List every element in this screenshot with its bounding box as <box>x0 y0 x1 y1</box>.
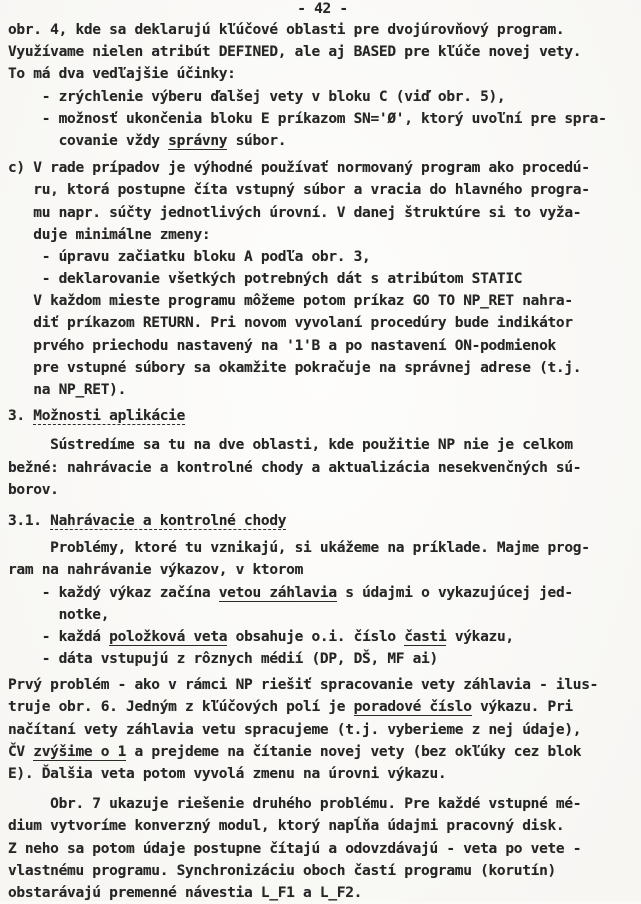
text-segment: 3. <box>8 408 34 425</box>
underlined-text-segment: zvýšime o 1 <box>33 743 127 760</box>
text-segment: c) V rade prípadov je výhodné používať normovaný program ako procedú- <box>8 160 590 177</box>
text-segment: dium vytvoríme konverzný modul, ktorý napĺňa údajmi pracovný disk. <box>8 818 565 835</box>
text-segment: - každý výkaz začína <box>8 584 219 601</box>
text-segment: ram na nahrávanie výkazov, v ktorom <box>8 562 304 579</box>
text-segment: výkazu. Pri <box>471 699 573 716</box>
text-segment: 3.1. <box>8 512 51 529</box>
text-line <box>8 815 637 837</box>
text-line <box>8 108 637 130</box>
text-segment: pre vstupné súbory sa okamžite pokračuje na správnej adrese (t.j. <box>8 359 582 376</box>
text-segment: na NP_RET). <box>8 382 127 398</box>
text-line <box>8 335 637 357</box>
text-line <box>8 157 637 179</box>
text-segment: ru, ktorá postupne číta vstupný súbor a vracia do hlavného progra- <box>8 182 590 199</box>
text-segment: - dáta vstupujú z rôznych médií (DP, DŠ, MF ai) <box>8 651 438 668</box>
text-body <box>8 19 637 904</box>
text-line <box>8 457 637 479</box>
text-segment: obsahuje o.i. číslo <box>227 628 405 645</box>
text-line <box>8 479 637 501</box>
text-segment: covanie vždy <box>8 132 169 149</box>
text-segment: - možnosť ukončenia bloku E príkazom SN='Ø', ktorý uvoľní pre spra- <box>8 110 607 127</box>
underlined-text-segment: položková veta <box>109 628 228 645</box>
text-line <box>8 838 637 860</box>
text-segment: borov. <box>8 481 59 498</box>
text-line <box>8 41 637 63</box>
text-line <box>8 559 637 581</box>
text-line <box>8 290 637 312</box>
underlined-text-segment: vetou záhlavia <box>218 584 337 601</box>
text-segment: Problémy, ktoré tu vznikajú, si ukážeme na príklade. Majme prog- <box>8 540 590 557</box>
text-line <box>8 86 637 108</box>
text-segment: ČV <box>8 743 34 760</box>
text-line <box>8 63 637 85</box>
text-line <box>8 357 637 379</box>
section-heading <box>8 405 637 427</box>
text-segment: - každá <box>8 628 110 645</box>
text-line <box>8 626 637 648</box>
text-segment: obr. 4, kde sa deklarujú kľúčové oblasti pre dvojúrovňový program. <box>8 22 565 38</box>
text-line <box>8 202 637 224</box>
text-line <box>8 19 637 41</box>
text-segment: duje minimálne zmeny: <box>8 226 211 243</box>
text-segment: - zrýchlenie výberu ďalšej vety v bloku C (viď obr. 5), <box>8 88 506 105</box>
text-segment: Sústredíme sa tu na dve oblasti, kde použitie NP nie je celkom <box>8 437 573 454</box>
text-segment: mu napr. súčty jednotlivých úrovní. V danej štruktúre si to vyža- <box>8 204 582 221</box>
text-segment: diť príkazom RETURN. Pri novom vyvolaní procedúry bude indikátor <box>8 315 573 332</box>
text-segment: notke, <box>8 606 110 623</box>
text-segment: - úpravu začiatku bloku A podľa obr. 3, <box>8 248 371 265</box>
text-segment: bežné: nahrávacie a kontrolné chody a aktualizácia nesekvenčných sú- <box>8 459 582 476</box>
underlined-text-segment: správny <box>168 132 228 149</box>
text-line <box>8 793 637 815</box>
text-segment: načítaní vety záhlavia vetu spracujeme (t.j. vyberieme z nej údaje), <box>8 721 582 738</box>
text-segment: To má dva vedľajšie účinky: <box>8 66 236 83</box>
text-line <box>8 674 637 696</box>
underlined-text-segment: poradové číslo <box>353 699 472 716</box>
text-line <box>8 648 637 670</box>
text-segment: súbor. <box>227 132 287 149</box>
text-segment: a prejdeme na čítanie novej vety (bez okľúky cez blok <box>126 743 582 760</box>
page-number: - 42 - <box>297 1 348 17</box>
text-line <box>8 179 637 201</box>
underlined-text-segment: Možnosti aplikácie <box>33 408 186 425</box>
text-line <box>8 537 637 559</box>
text-line <box>8 860 637 882</box>
text-segment: obstarávajú premenné návestia L_F1 a L_F2. <box>8 884 363 901</box>
text-segment: V každom mieste programu môžeme potom príkaz GO TO NP_RET nahra- <box>8 293 573 310</box>
text-segment: Prvý problém - ako v rámci NP riešiť spracovanie vety záhlavia - ilus- <box>8 677 599 694</box>
text-segment: výkazu, <box>446 628 514 645</box>
text-line <box>8 719 637 741</box>
text-segment: prvého priechodu nastavený na '1'B a po nastavení ON-podmienok <box>8 337 556 354</box>
text-line <box>8 379 637 401</box>
text-segment: - deklarovanie všetkých potrebných dát s atribútom STATIC <box>8 271 523 288</box>
section-heading <box>8 510 637 532</box>
text-line <box>8 312 637 334</box>
text-segment: Obr. 7 ukazuje riešenie druhého problému. Pre každé vstupné mé- <box>8 796 582 813</box>
underlined-text-segment: Nahrávacie a kontrolné chody <box>50 512 287 529</box>
text-line <box>8 604 637 626</box>
text-line <box>8 582 637 604</box>
text-segment: Z neho sa potom údaje postupne čítajú a odovzdávajú - veta po vete - <box>8 840 582 857</box>
text-line <box>8 696 637 718</box>
text-segment: E). Ďalšia veta potom vyvolá zmenu na úrovni výkazu. <box>8 766 447 782</box>
text-line <box>8 741 637 763</box>
text-line <box>8 763 637 785</box>
text-segment: s údajmi o vykazujúcej jed- <box>336 584 573 601</box>
text-segment: Využívame nielen atribút DEFINED, ale aj BASED pre kľúče novej vety. <box>8 44 582 61</box>
text-line <box>8 224 637 246</box>
underlined-text-segment: časti <box>404 628 447 645</box>
text-segment: vlastnému programu. Synchronizáciu oboch častí programu (korutín) <box>8 862 556 879</box>
text-line <box>8 246 637 268</box>
text-line <box>8 268 637 290</box>
text-line <box>8 130 637 152</box>
text-segment: truje obr. 6. Jedným z kľúčových polí je <box>8 699 354 716</box>
text-line <box>8 434 637 456</box>
